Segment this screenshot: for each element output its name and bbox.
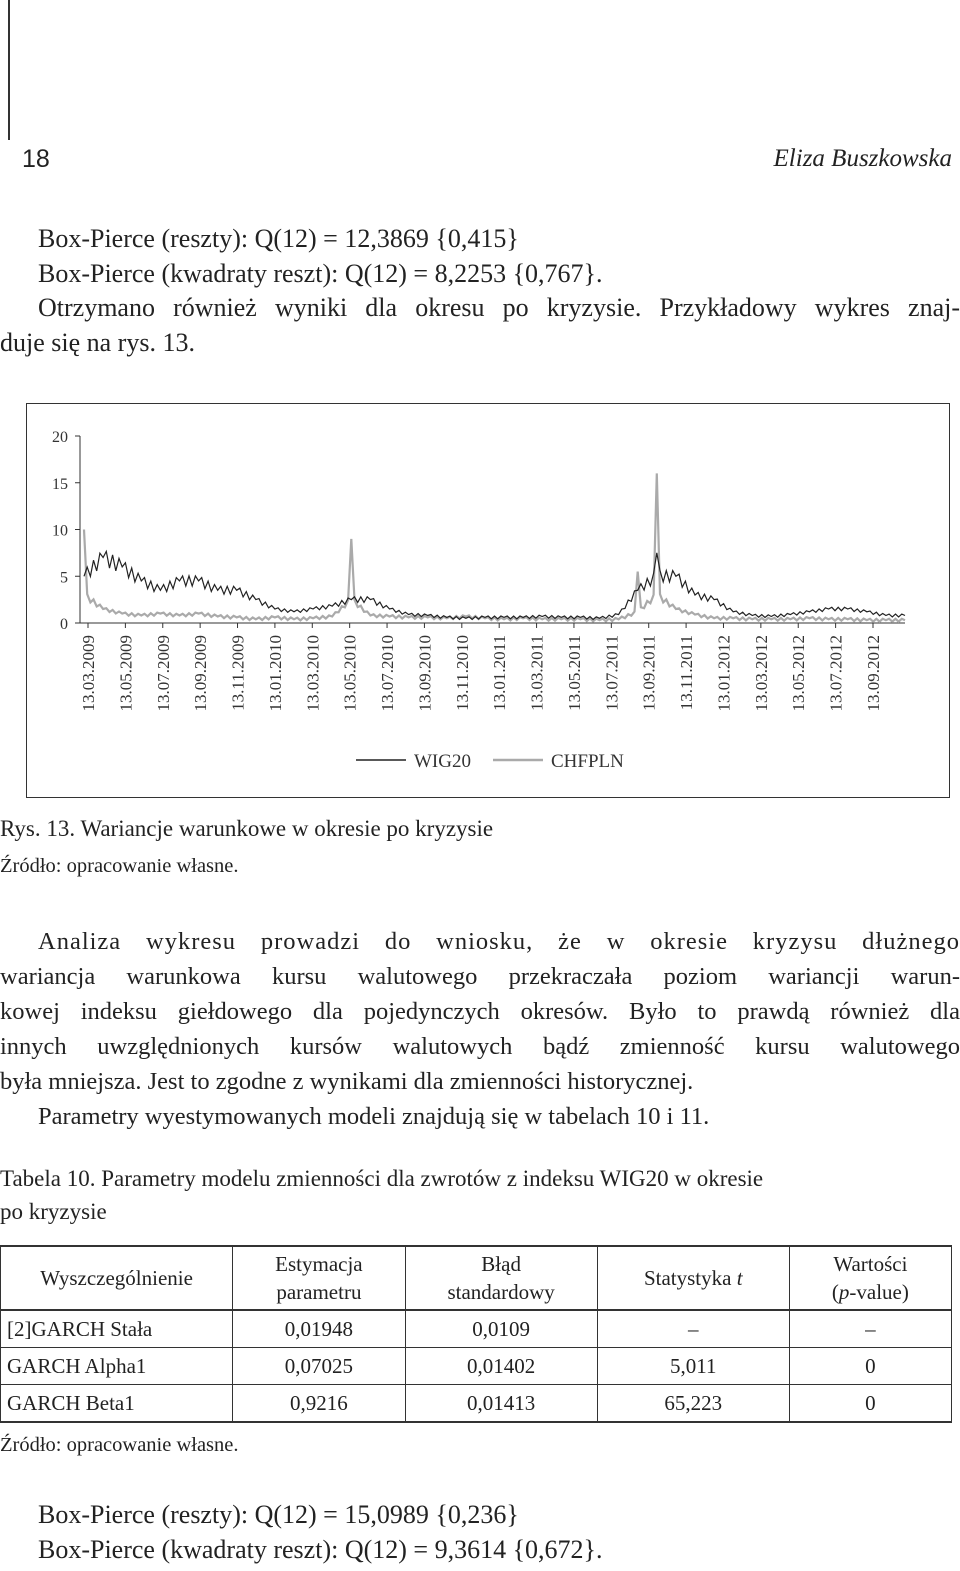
x-tick-label: 13.03.2011 [527, 635, 547, 711]
table-cell: 65,223 [597, 1385, 789, 1423]
parameters-table [0, 1245, 952, 1423]
table-cell: 0 [789, 1348, 951, 1385]
header-item: Wyszczególnienie [1, 1246, 233, 1310]
x-tick-label: 13.11.2011 [677, 635, 697, 711]
legend-label-wig20: WIG20 [414, 751, 471, 772]
table-cell: 0,9216 [233, 1385, 405, 1423]
y-axis [52, 429, 80, 633]
chart-series [84, 473, 905, 621]
y-tick-label: 10 [52, 522, 68, 540]
table-cell: 5,011 [597, 1348, 789, 1385]
analysis-paragraph [0, 924, 960, 1134]
y-tick-label: 5 [60, 569, 68, 587]
page-number: 18 [22, 145, 50, 173]
table-header-row [1, 1246, 952, 1310]
body-line: była mniejsza. Jest to zgodne z wynikami dla zmienności historycznej. [0, 1068, 694, 1095]
intro-line: duje się na rys. 13. [0, 328, 195, 357]
box-pierce-residuals: Box-Pierce (reszty): Q(12) = 12,3869 {0,415} [38, 224, 519, 253]
table-title-line: po kryzysie [0, 1199, 107, 1224]
header-p-value: Wartości (p-value) [789, 1246, 951, 1310]
x-tick-label: 13.09.2009 [191, 635, 211, 712]
header-estimate: Estymacja parametru [233, 1246, 405, 1310]
box-pierce-squared: Box-Pierce (kwadraty reszt): Q(12) = 8,2253 {0,767}. [38, 259, 603, 288]
x-tick-label: 13.01.2011 [490, 635, 510, 711]
table-cell: 0,0109 [405, 1310, 597, 1348]
x-tick-label: 13.03.2010 [303, 635, 323, 712]
header-std-error: Błąd standardowy [405, 1246, 597, 1310]
body-line: wariancja warunkowa kursu walutowego przekraczała poziom wariancji warun- [0, 963, 960, 990]
table-cell: 0,07025 [233, 1348, 405, 1385]
table-cell: – [789, 1310, 951, 1348]
table-cell: 0,01402 [405, 1348, 597, 1385]
series-line-wig20 [84, 551, 905, 619]
y-tick-label: 15 [52, 475, 68, 493]
x-tick-label: 13.07.2011 [602, 635, 622, 711]
legend-label-chfpln: CHFPLN [551, 751, 624, 772]
x-tick-label: 13.01.2010 [265, 635, 285, 712]
table-cell: GARCH Alpha1 [1, 1348, 233, 1385]
y-tick-label: 0 [60, 616, 68, 633]
x-tick-label: 13.01.2012 [714, 635, 734, 712]
figure-caption: Rys. 13. Wariancje warunkowe w okresie po kryzysie [0, 816, 494, 841]
body-line: kowej indeksu giełdowego dla pojedynczych okresów. Było to prawdą również dla [0, 998, 960, 1025]
x-tick-label: 13.11.2010 [452, 635, 472, 711]
table-row [1, 1385, 952, 1423]
box-pierce-squared: Box-Pierce (kwadraty reszt): Q(12) = 9,3614 {0,672}. [38, 1535, 603, 1564]
x-tick-label: 13.03.2012 [751, 635, 771, 712]
figure-source: Źródło: opracowanie własne. [0, 855, 239, 877]
y-tick-label: 20 [52, 429, 68, 446]
x-tick-label: 13.09.2010 [415, 635, 435, 712]
x-tick-label: 13.05.2009 [116, 635, 136, 712]
body-line: Parametry wyestymowanych modeli znajdują się w tabelach 10 i 11. [38, 1103, 710, 1130]
intro-line: Otrzymano również wyniki dla okresu po kryzysie. Przykładowy wykres znaj- [38, 293, 960, 322]
body-line: Analiza wykresu prowadzi do wniosku, że w okresie kryzysu dłużnego [38, 928, 960, 955]
x-tick-label: 13.07.2012 [826, 635, 846, 712]
table-cell: GARCH Beta1 [1, 1385, 233, 1423]
table-cell: 0,01948 [233, 1310, 405, 1348]
table-cell: [2]GARCH Stała [1, 1310, 233, 1348]
x-tick-label: 13.09.2011 [639, 635, 659, 711]
box-pierce-residuals: Box-Pierce (reszty): Q(12) = 15,0989 {0,236} [38, 1500, 519, 1529]
running-author: Eliza Buszkowska [773, 145, 952, 172]
table-title-line: Tabela 10. Parametry modelu zmienności dla zwrotów z indeksu WIG20 w okresie [0, 1166, 764, 1191]
chart-legend [356, 751, 624, 772]
x-tick-label: 13.07.2009 [153, 635, 173, 712]
x-tick-label: 13.05.2011 [564, 635, 584, 711]
body-line: innych uwzględnionych kursów walutowych bądź zmienność kursu walutowego [0, 1033, 960, 1060]
table-cell: – [597, 1310, 789, 1348]
x-tick-label: 13.11.2009 [228, 635, 248, 711]
x-tick-label: 13.03.2009 [79, 635, 98, 712]
table-cell: 0,01413 [405, 1385, 597, 1423]
x-tick-label: 13.07.2010 [378, 635, 398, 712]
header-t-stat: Statystyka t [597, 1246, 789, 1310]
x-tick-label: 13.05.2012 [789, 635, 809, 712]
x-tick-label: 13.09.2012 [864, 635, 883, 712]
table-source: Źródło: opracowanie własne. [0, 1434, 239, 1456]
table-cell: 0 [789, 1385, 951, 1423]
table-row [1, 1348, 952, 1385]
x-axis [79, 623, 905, 712]
table-row [1, 1310, 952, 1348]
series-line-chfpln [84, 473, 905, 621]
x-tick-label: 13.05.2010 [340, 635, 360, 712]
